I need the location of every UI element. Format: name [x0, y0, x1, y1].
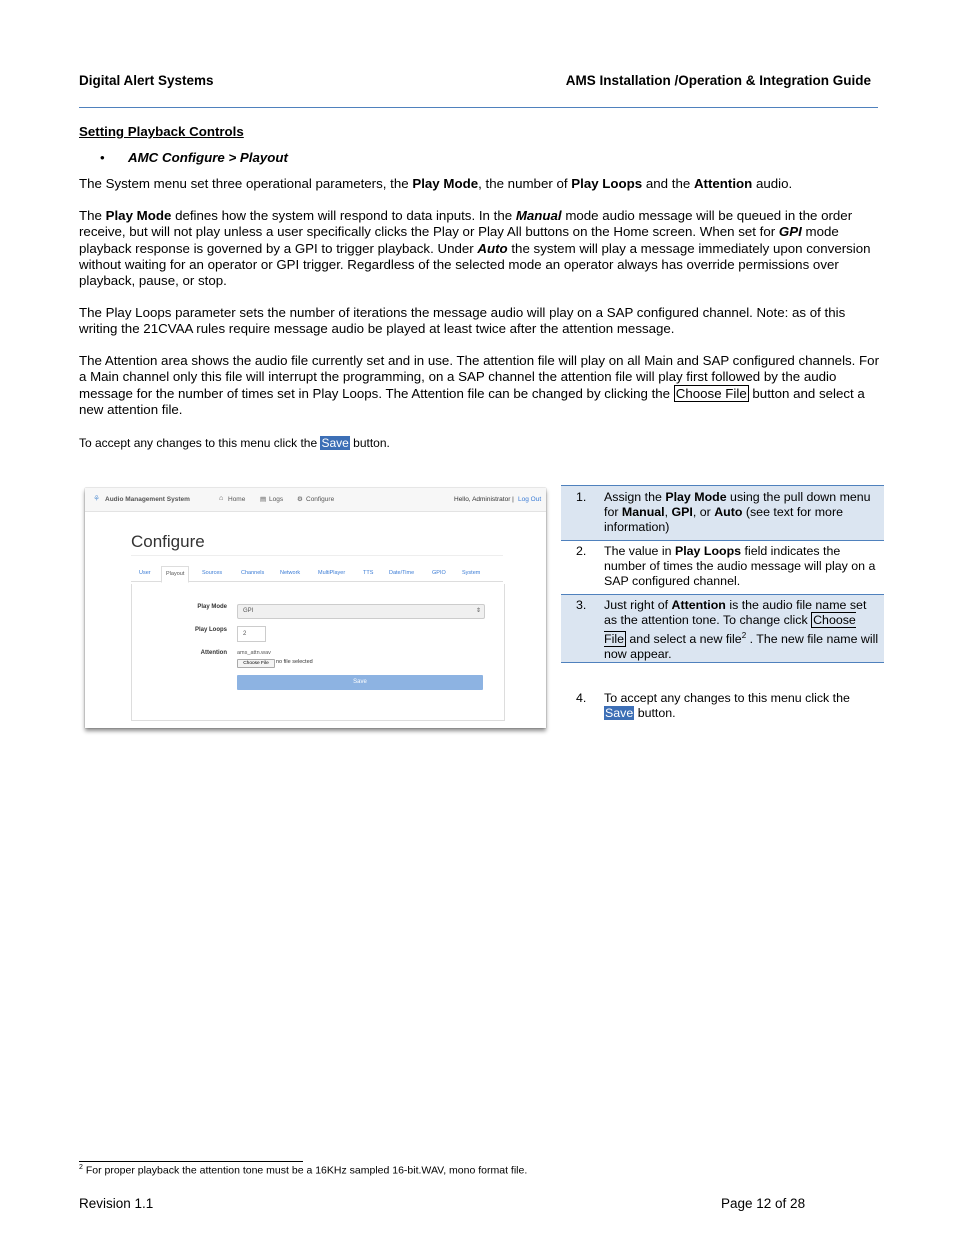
footnote-rule: [79, 1161, 303, 1162]
footer-revision: Revision 1.1: [79, 1196, 154, 1211]
home-icon: ⌂: [219, 495, 224, 502]
header-guide-title: AMS Installation /Operation & Integration Guide: [565, 73, 871, 88]
tab-gpio[interactable]: GPIO: [432, 570, 446, 576]
paragraph-play-mode: The Play Mode defines how the system will respond to data inputs. In the Manual mode audio message will be queued in the order receive, but will not play unless a user specifically clicks the Play or Play All buttons on the Home screen. When set for GPI mode playback response is governed by a GPI to trigger playback. Under Auto the system will play a message immediately upon conversion without waiting for an operator or GPI trigger. Regardless of the selected mode an operator always has override permissions over playback, pause, or stop.: [79, 208, 871, 289]
configure-title: Configure: [131, 532, 205, 551]
tab-tts[interactable]: TTS: [363, 570, 374, 576]
step-row-2: 2. The value in Play Loops field indicates the number of times the audio message will play on a SAP configured channel.: [576, 544, 876, 588]
tab-channels[interactable]: Channels: [241, 570, 265, 576]
choose-file-ref-step: Choose File: [604, 613, 856, 647]
play-loops-label: Play Loops: [194, 627, 227, 633]
save-ref-step: Save: [605, 706, 634, 720]
tab-network[interactable]: Network: [280, 570, 301, 576]
header-rule: [79, 107, 878, 108]
app-navbar: [85, 488, 546, 512]
nav-logs[interactable]: Logs: [269, 496, 284, 503]
choose-file-button[interactable]: Choose File: [237, 659, 275, 668]
logout-link[interactable]: Log Out: [518, 496, 542, 503]
paragraph-play-loops: The Play Loops parameter sets the number of iterations the message audio will play on a SAP configured channel. Note: as of this writing the 21CVAA rules require message audio be played at least twice after the attention message.: [79, 305, 846, 337]
paragraph-save: To accept any changes to this menu click the Save button.: [79, 436, 390, 450]
greeting: Hello, Administrator |: [454, 496, 514, 503]
app-brand: Audio Management System: [105, 496, 190, 503]
attention-file-name: ams_attn.wav: [237, 650, 271, 656]
play-mode-label: Play Mode: [197, 604, 227, 610]
tab-user[interactable]: User: [139, 570, 151, 576]
paragraph-attention: The Attention area shows the audio file currently set and in use. The attention file will play on all Main and SAP configured channels. For a Main channel only this file will interrupt the programming, on a SAP channel the attention file will play first followed by the audio message for the number of times set in Play Loops. The Attention file can be changed by clicking the Choose File button and select a new attention file.: [79, 353, 880, 417]
tab-system[interactable]: System: [462, 570, 481, 576]
configure-tabs: [131, 564, 503, 582]
bullet-marker: •: [100, 150, 105, 165]
step-row-4: 4. To accept any changes to this menu click the Save button.: [576, 691, 850, 720]
choose-file-ref: Choose File: [675, 385, 747, 401]
play-mode-select[interactable]: GPI ⇕: [237, 604, 485, 619]
no-file-text: no file selected: [276, 659, 313, 665]
tab-datetime[interactable]: Date/Time: [389, 570, 415, 576]
header-company: Digital Alert Systems: [79, 73, 214, 88]
step-row-1: 1. Assign the Play Mode using the pull down menu for Manual, GPI, or Auto (see text for more information): [561, 485, 884, 541]
logs-icon: ▤: [260, 496, 267, 503]
title-divider: [131, 555, 503, 556]
nav-home[interactable]: Home: [228, 496, 246, 503]
paragraph-intro: The System menu set three operational parameters, the Play Mode, the number of Play Loops and the Attention audio.: [79, 176, 793, 191]
save-ref: Save: [321, 436, 349, 450]
footnote: $^2$ For proper playback the attention tone must be a 16KHz sampled 16-bit.WAV, mono format file.: [79, 1164, 528, 1177]
section-title: Setting Playback Controls: [79, 124, 244, 139]
gear-icon: ⚙: [297, 496, 303, 503]
configure-screenshot: [85, 488, 546, 728]
play-loops-input[interactable]: 2: [237, 626, 266, 642]
menu-path: AMC Configure > Playout: [128, 150, 288, 165]
tab-multiplayer[interactable]: MultiPlayer: [318, 570, 346, 576]
select-arrows-icon: ⇕: [475, 608, 481, 614]
app-logo-icon: ⚘: [93, 494, 101, 503]
attention-label: Attention: [200, 650, 227, 656]
tab-sources[interactable]: Sources: [202, 570, 223, 576]
footer-page-number: Page 12 of 28: [721, 1196, 806, 1211]
nav-configure[interactable]: Configure: [306, 496, 335, 503]
save-button[interactable]: Save: [237, 675, 483, 690]
step-row-3: 3. Just right of Attention is the audio file name set as the attention tone. To change click Choose File and select a new file$^2$ . The new file name will now appear.: [561, 594, 884, 663]
tab-playout[interactable]: Playout: [161, 566, 189, 583]
